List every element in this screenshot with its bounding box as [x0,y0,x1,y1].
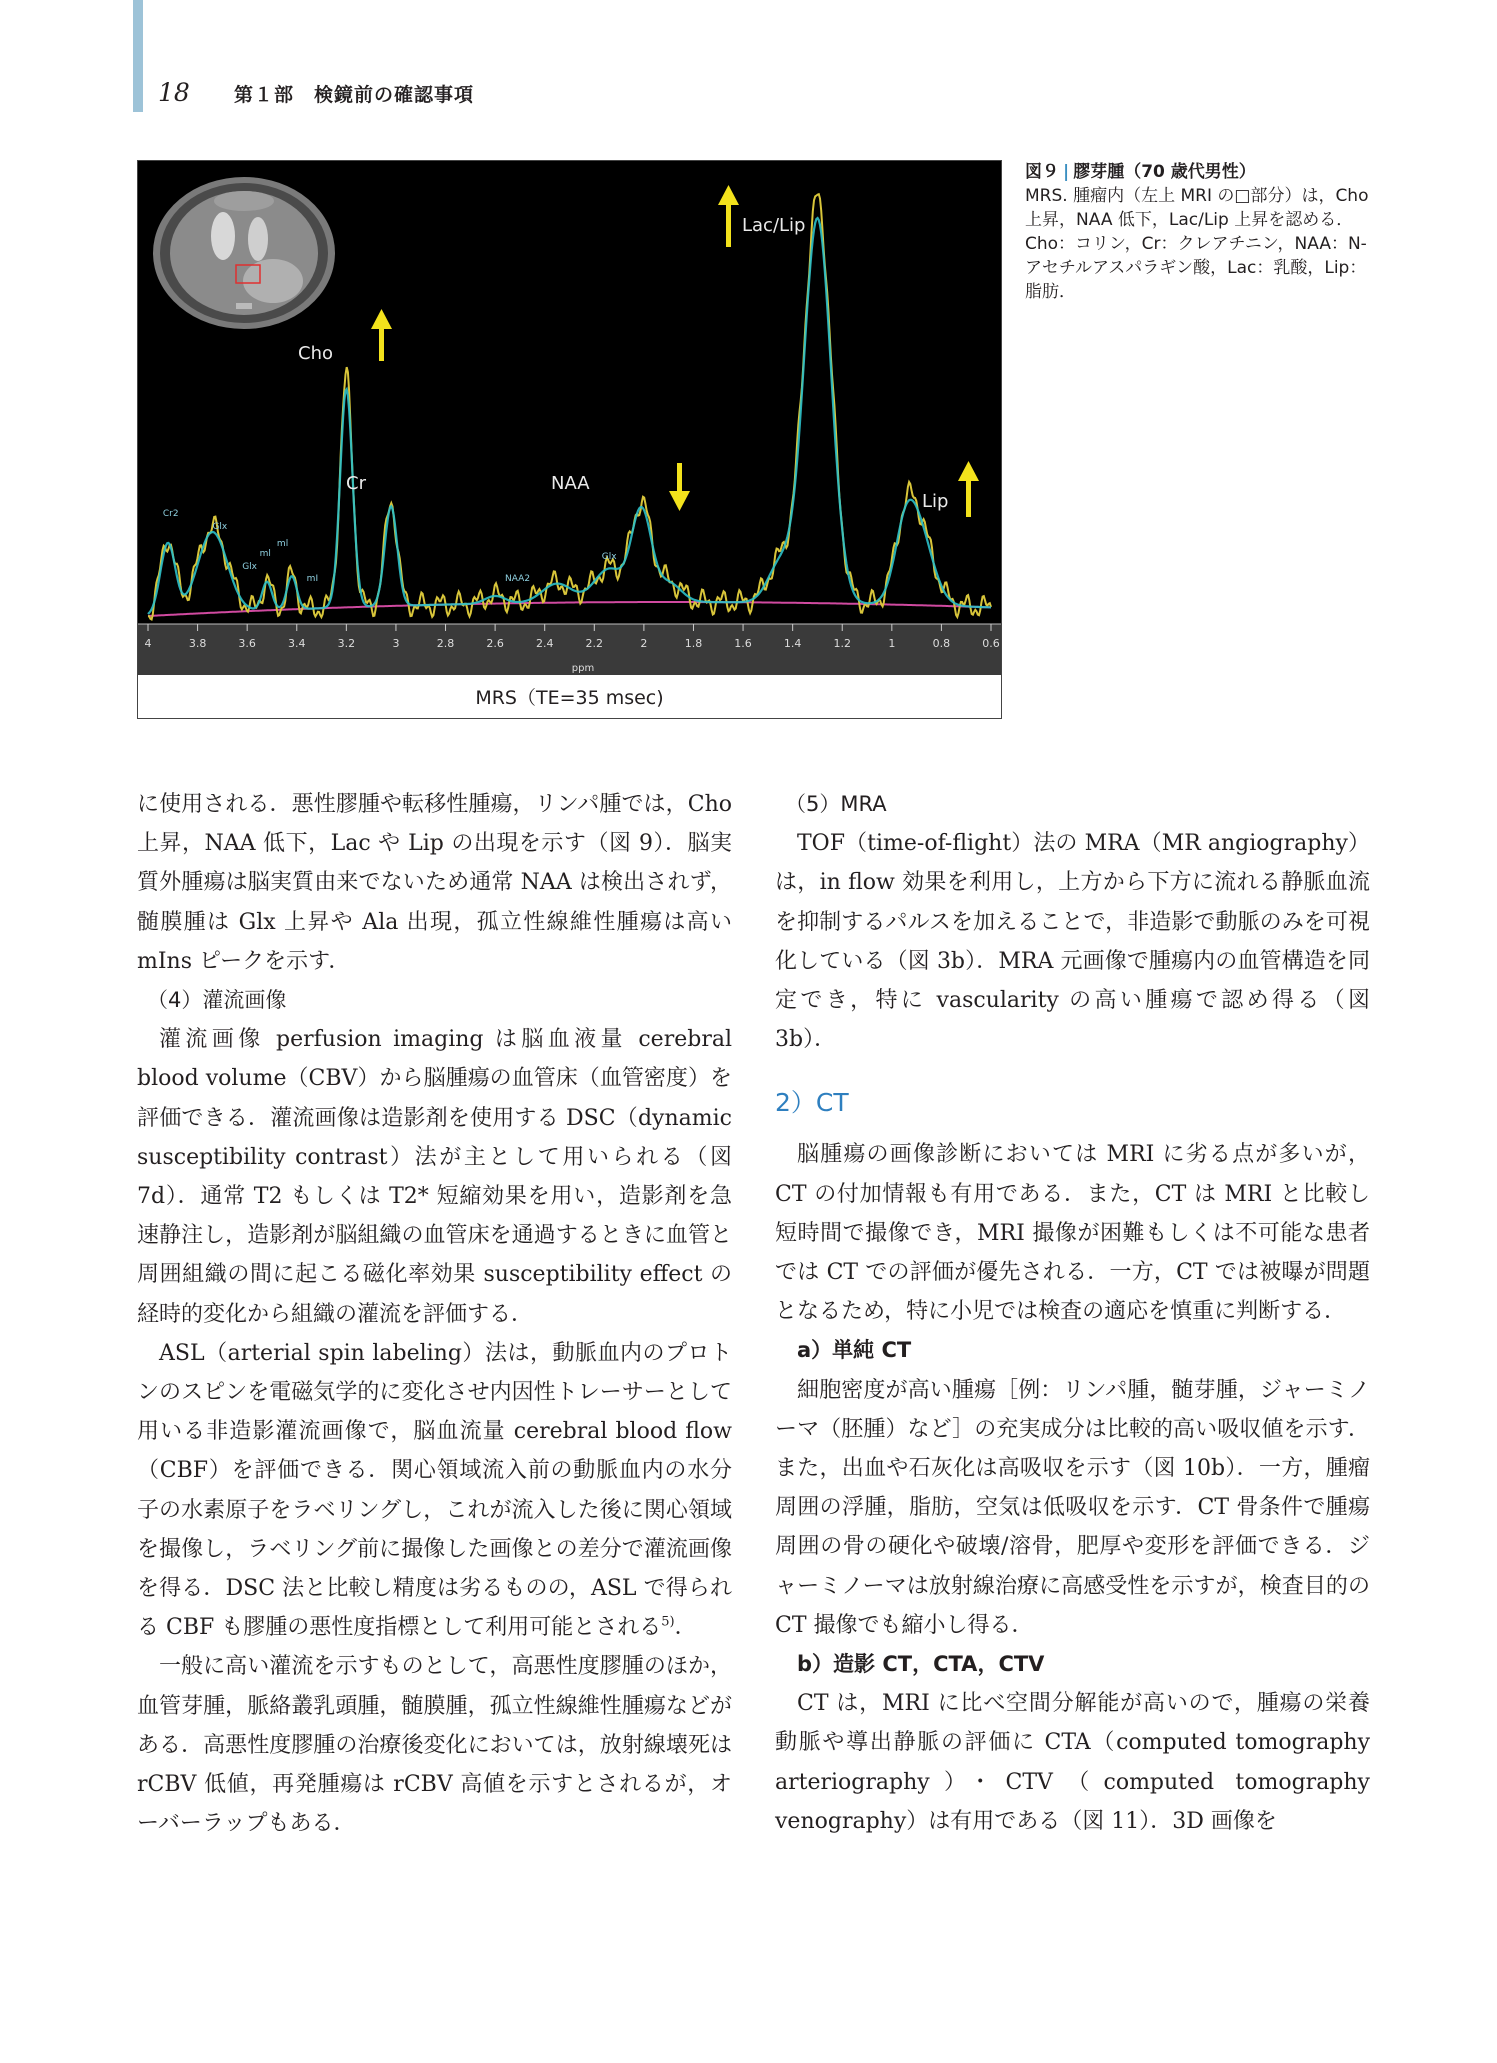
peak-label-lac-lip: Lac/Lip [742,215,806,236]
running-title: 第１部 検鏡前の確認事項 [234,84,475,106]
x-tick-label: 3.4 [288,637,306,650]
metabolite-small-label: Glx [212,522,228,532]
figure-strip-caption: MRS（TE=35 msec) [475,687,664,709]
mrs-spectrum-svg [138,161,1001,675]
subheading-plain-ct: a）単純 CT [797,1338,912,1363]
peak-label-lip: Lip [922,491,949,512]
x-tick-label: 3 [392,637,400,650]
peak-label-cr: Cr [346,473,366,494]
right-paragraph-4: CT は，MRI に比べ空間分解能が高いので，腫瘍の栄養動脈や導出静脈の評価に CTA（computed tomography arteriography）・CTV（computed tomography venography）は有用である（図 11）．3D 画像を [775,1691,1370,1834]
metabolite-small-label: Cr2 [162,509,179,519]
x-tick-label: 4 [144,637,152,650]
right-column [775,785,1370,1841]
left-paragraph-2: 灌流画像 perfusion imaging は脳血液量 cerebral blood volume（CBV）から脳腫瘍の血管床（血管密度）を評価できる．灌流画像は造影剤を使用する DSC（dynamic susceptibility contrast）法が主として用いられる（図 7d）．通常 T2 もしくは T2* 短縮効果を用い，造影剤を急速静注し，造影剤が脳組織の血管床を通過するときに血管と周囲組織の間に起こる磁化率効果 susceptibility effect の経時的変化から組織の灌流を評価する． [137,1027,732,1327]
metabolite-small-label: ml [276,539,289,549]
x-tick-label: 0.8 [932,637,951,650]
page-header [158,78,474,112]
mrs-spectrum-plot [138,161,1001,675]
right-paragraph-3: 細胞密度が高い腫瘍［例：リンパ腫，髄芽腫，ジャーミノーマ（胚腫）など］の充実成分は比較的高い吸収値を示す．また，出血や石灰化は高吸収を示す（図 10b）．一方，腫瘤周囲の浮腫，脂肪，空気は低吸収を示す．CT 骨条件で腫瘍周囲の骨の硬化や破壊/溶骨，肥厚や変形を評価できる．ジャーミノーマは放射線治療に高感受性を示すが，検査目的の CT 撮像でも縮小し得る． [775,1377,1370,1638]
x-tick-label: 1.2 [833,637,851,650]
x-tick-label: 2.8 [436,637,455,650]
reference-5: 5) [661,1614,675,1630]
x-tick-label: 1.4 [783,637,802,650]
subheading-perfusion: （4）灌流画像 [147,988,287,1013]
right-paragraph-1: TOF（time-of-flight）法の MRA（MR angiography）は，in flow 効果を利用し，上方から下方に流れる静脈血流を抑制するパルスを加えることで，非造影で動脈のみを可視化している（図 3b）．MRA 元画像で腫瘍内の血管構造を同定でき，特に vascularity の高い腫瘍で認め得る（図 3b）． [775,831,1370,1053]
metabolite-small-label: NAA2 [505,574,531,584]
peak-label-naa: NAA [551,473,590,494]
x-tick-label: 3.8 [188,637,207,650]
section-heading-ct: 2）CT [775,1088,849,1118]
peak-label-cho: Cho [298,343,333,364]
metabolite-small-label: ml [259,549,271,559]
figure-9 [137,160,1002,719]
subheading-mra: （5）MRA [785,792,887,816]
left-paragraph-3: ASL（arterial spin labeling）法は，動脈血内のプロトンのスピンを電磁気学的に変化させ内因性トレーサーとして用いる非造影灌流画像で，脳血流量 cerebral blood flow（CBF）を評価できる．関心領域流入前の動脈血内の水分子の水素原子をラベリングし，これが流入した後に関心領域を撮像し，ラベリング前に撮像した画像との差分で灌流画像を得る．DSC 法と比較し精度は劣るものの，ASL で得られる CBF も膠腫の悪性度指標として利用可能とされる$^{5)}$． [137,1340,732,1641]
x-tick-label: 3.2 [337,637,356,650]
left-column [137,785,732,1843]
x-tick-label: 2 [640,637,648,650]
metabolite-small-label: Glx [242,562,258,572]
page-number: 18 [158,78,190,107]
ppm-axis-label: ppm [571,663,595,674]
x-tick-label: 0.6 [982,637,1000,650]
x-tick-label: 1.8 [684,637,703,650]
x-tick-label: 1.6 [734,637,752,650]
figure-caption-body: MRS. 腫瘤内（左上 MRI の□部分）は，Cho 上昇，NAA 低下，Lac/Lip 上昇を認める．Cho：コリン，Cr：クレアチニン，NAA：N-アセチルアスパラギン酸，Lac：乳酸，Lip：脂肪． [1025,186,1369,302]
left-paragraph-1: に使用される．悪性膠腫や転移性腫瘍，リンパ腫では，Cho 上昇，NAA 低下，Lac や Lip の出現を示す（図 9）．脳実質外腫瘍は脳実質由来でないため通常 NAA は検出されず，髄膜腫は Glx 上昇や Ala 出現，孤立性線維性腫瘍は高い mIns ピークを示す． [137,792,732,974]
metabolite-small-label: Glx [601,552,617,562]
mri-thumbnail [153,177,335,329]
left-paragraph-4: 一般に高い灌流を示すものとして，高悪性度膠腫のほか，血管芽腫，脈絡叢乳頭腫，髄膜腫，孤立性線維性腫瘍などがある．高悪性度膠腫の治療後変化においては，放射線壊死は rCBV 低値，再発腫瘍は rCBV 高値を示すとされるが，オーバーラップもある． [137,1654,732,1837]
figure-title: 膠芽腫（70 歳代男性） [1073,162,1256,182]
x-tick-label: 2.2 [585,637,604,650]
right-paragraph-2: 脳腫瘍の画像診断においては MRI に劣る点が多いが，CT の付加情報も有用である．また，CT は MRI と比較し短時間で撮像でき，MRI 撮像が困難もしくは不可能な患者では CT での評価が優先される．一方，CT では被曝が問題となるため，特に小児では検査の適応を慎重に判断する． [775,1142,1370,1325]
x-tick-label: 3.6 [238,637,256,650]
x-tick-label: 2.6 [486,637,504,650]
x-tick-label: 2.4 [535,637,554,650]
figure-label: 図９ [1025,162,1059,182]
figure-caption: 図９ | 膠芽腫（70 歳代男性） MRS. 腫瘤内（左上 MRI の□部分）は，Cho 上昇，NAA 低下，Lac/Lip 上昇を認める．Cho：コリン，Cr：クレアチニン，NAA：N-アセチルアスパラギン酸，Lac：乳酸，Lip：脂肪． [1025,160,1375,304]
metabolite-small-label: mI [306,574,319,584]
subheading-contrast-ct: b）造影 CT，CTA，CTV [797,1652,1045,1677]
x-tick-label: 1 [888,637,896,650]
header-accent-bar [133,0,143,112]
